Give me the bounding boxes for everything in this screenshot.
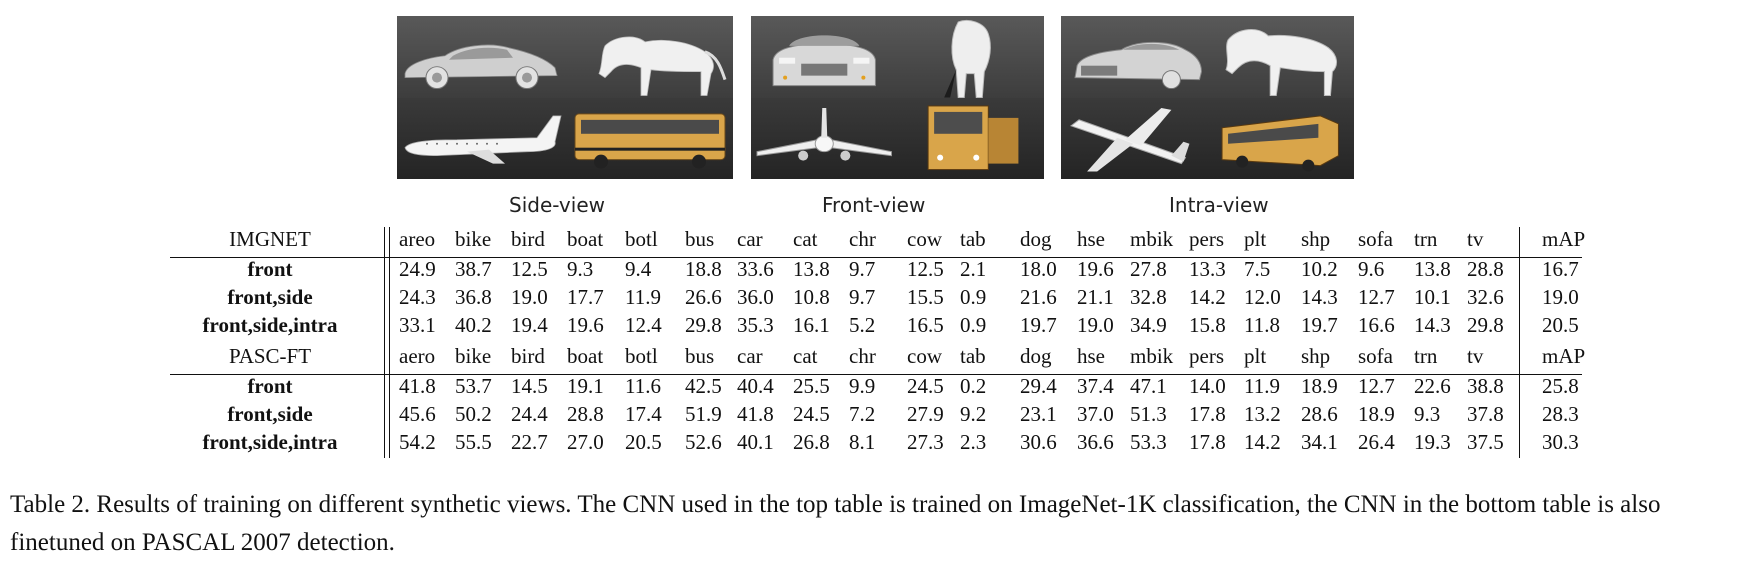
table-cell: 0.2 — [960, 374, 987, 398]
table-cell: 14.3 — [1301, 285, 1338, 309]
table-cell: 13.8 — [1414, 257, 1451, 281]
table-cell: 2.1 — [960, 257, 987, 281]
table-title: IMGNET — [229, 227, 311, 251]
table-cell: 22.7 — [511, 430, 548, 454]
table-cell: 24.3 — [399, 285, 436, 309]
column-header: shp — [1301, 227, 1331, 251]
table-cell: 28.8 — [1467, 257, 1504, 281]
table-cell: 12.7 — [1358, 374, 1395, 398]
column-header: tab — [960, 227, 986, 251]
column-header: chr — [849, 227, 876, 251]
table-cell: 10.1 — [1414, 285, 1451, 309]
table-cell: 41.8 — [737, 402, 774, 426]
table-cell: 19.3 — [1414, 430, 1451, 454]
table-cell: 40.2 — [455, 313, 492, 337]
column-header: pers — [1189, 344, 1224, 368]
table-cell: 34.9 — [1130, 313, 1167, 337]
table-cell: 16.6 — [1358, 313, 1395, 337]
table-cell: 36.6 — [1077, 430, 1114, 454]
table-cell: 12.5 — [907, 257, 944, 281]
table-cell: 21.6 — [1020, 285, 1057, 309]
table-cell: 16.1 — [793, 313, 830, 337]
column-header: trn — [1414, 227, 1438, 251]
column-header: bike — [455, 344, 492, 368]
table-cell: 53.3 — [1130, 430, 1167, 454]
table-cell: 22.6 — [1414, 374, 1451, 398]
table-cell: 17.7 — [567, 285, 604, 309]
table-cell: 26.4 — [1358, 430, 1395, 454]
table-cell: 13.8 — [793, 257, 830, 281]
column-header: plt — [1244, 227, 1267, 251]
table-cell: 9.7 — [849, 257, 876, 281]
table-cell: 12.4 — [625, 313, 662, 337]
table-cell: 7.2 — [849, 402, 876, 426]
table-cell: 15.5 — [907, 285, 944, 309]
column-header: mAP — [1542, 227, 1586, 251]
column-header: botl — [625, 227, 658, 251]
table-cell: 11.9 — [1244, 374, 1280, 398]
table-cell: 40.4 — [737, 374, 774, 398]
table-cell: 14.0 — [1189, 374, 1226, 398]
table-cell: 42.5 — [685, 374, 722, 398]
table-cell: 9.6 — [1358, 257, 1385, 281]
table-cell: 47.1 — [1130, 374, 1167, 398]
table-cell: 9.3 — [1414, 402, 1441, 426]
table-cell: 16.7 — [1542, 257, 1579, 281]
table-cell: 5.2 — [849, 313, 876, 337]
intra-view-label: Intra-view — [1169, 193, 1269, 217]
column-header: shp — [1301, 344, 1331, 368]
table-cell: 9.7 — [849, 285, 876, 309]
table-cell: 9.9 — [849, 374, 876, 398]
column-header: mbik — [1130, 344, 1174, 368]
table-title: PASC-FT — [228, 344, 312, 368]
column-header: mbik — [1130, 227, 1174, 251]
table-cell: 14.2 — [1189, 285, 1226, 309]
intra-plane-render — [1061, 98, 1208, 180]
table-cell: 27.8 — [1130, 257, 1167, 281]
front-view-panel — [751, 16, 1044, 179]
intra-view-panel — [1061, 16, 1354, 179]
table-cell: 30.3 — [1542, 430, 1579, 454]
row-label: front,side,intra — [202, 430, 338, 454]
front-car-render — [751, 16, 898, 98]
column-header: cat — [793, 227, 818, 251]
table-cell: 19.0 — [1542, 285, 1579, 309]
table-cell: 19.0 — [1077, 313, 1114, 337]
table-cell: 18.8 — [685, 257, 722, 281]
table-cell: 7.5 — [1244, 257, 1271, 281]
table-cell: 0.9 — [960, 313, 987, 337]
table-cell: 12.0 — [1244, 285, 1281, 309]
table-cell: 38.8 — [1467, 374, 1504, 398]
table-cell: 14.2 — [1244, 430, 1281, 454]
table-cell: 9.2 — [960, 402, 987, 426]
table-cell: 17.4 — [625, 402, 662, 426]
column-header: car — [737, 227, 763, 251]
column-header: boat — [567, 344, 604, 368]
table-cell: 13.3 — [1189, 257, 1226, 281]
column-header: dog — [1020, 227, 1052, 251]
table-cell: 11.9 — [625, 285, 661, 309]
table-cell: 17.8 — [1189, 430, 1226, 454]
table-cell: 23.1 — [1020, 402, 1057, 426]
table-cell: 19.7 — [1020, 313, 1057, 337]
side-horse-render — [565, 16, 733, 98]
column-header: botl — [625, 344, 658, 368]
row-label: front,side,intra — [202, 313, 338, 337]
table-cell: 27.9 — [907, 402, 944, 426]
table-cell: 13.2 — [1244, 402, 1281, 426]
table-cell: 33.6 — [737, 257, 774, 281]
table-cell: 54.2 — [399, 430, 436, 454]
front-view-label: Front-view — [822, 193, 926, 217]
table-cell: 51.3 — [1130, 402, 1167, 426]
side-plane-render — [397, 98, 565, 180]
table-cell: 10.8 — [793, 285, 830, 309]
table-cell: 34.1 — [1301, 430, 1338, 454]
table-cell: 11.6 — [625, 374, 661, 398]
side-bus-render — [565, 98, 733, 180]
table-cell: 19.4 — [511, 313, 548, 337]
side-view-label: Side-view — [509, 193, 605, 217]
table-cell: 21.1 — [1077, 285, 1114, 309]
column-header: cat — [793, 344, 818, 368]
front-bus-render — [898, 98, 1045, 180]
map-separator-rule — [1519, 227, 1520, 458]
column-header: areo — [399, 227, 436, 251]
column-header: plt — [1244, 344, 1267, 368]
table-cell: 29.8 — [685, 313, 722, 337]
front-plane-render — [751, 98, 898, 180]
column-header: bus — [685, 344, 715, 368]
table-cell: 24.4 — [511, 402, 548, 426]
table-cell: 0.9 — [960, 285, 987, 309]
table-cell: 18.9 — [1301, 374, 1338, 398]
column-header: tv — [1467, 227, 1484, 251]
label-separator-rule — [384, 227, 385, 458]
table-cell: 28.3 — [1542, 402, 1579, 426]
table-caption: Table 2. Results of training on different synthetic views. The CNN used in the top table is trained on ImageNet-1K classification, the CNN in the bottom table is also finetuned on PASCAL 2007 detection. — [10, 491, 1661, 556]
row-label: front,side — [227, 285, 313, 309]
table-cell: 45.6 — [399, 402, 436, 426]
table-cell: 8.1 — [849, 430, 876, 454]
row-label: front,side — [227, 402, 313, 426]
column-header: trn — [1414, 344, 1438, 368]
table-cell: 28.6 — [1301, 402, 1338, 426]
column-header: sofa — [1358, 227, 1393, 251]
table-cell: 50.2 — [455, 402, 492, 426]
table-cell: 20.5 — [625, 430, 662, 454]
column-header: hse — [1077, 227, 1105, 251]
table-cell: 30.6 — [1020, 430, 1057, 454]
table-cell: 37.4 — [1077, 374, 1114, 398]
column-header: tab — [960, 344, 986, 368]
table-cell: 18.0 — [1020, 257, 1057, 281]
column-header: chr — [849, 344, 876, 368]
table-cell: 18.9 — [1358, 402, 1395, 426]
table-cell: 35.3 — [737, 313, 774, 337]
table-cell: 25.5 — [793, 374, 830, 398]
column-header: sofa — [1358, 344, 1393, 368]
column-header: dog — [1020, 344, 1052, 368]
table-cell: 27.0 — [567, 430, 604, 454]
table-cell: 9.4 — [625, 257, 652, 281]
table-cell: 29.8 — [1467, 313, 1504, 337]
column-header: tv — [1467, 344, 1484, 368]
table-cell: 37.8 — [1467, 402, 1504, 426]
row-label: front — [247, 257, 293, 281]
table-cell: 14.5 — [511, 374, 548, 398]
table-cell: 37.5 — [1467, 430, 1504, 454]
table-cell: 12.5 — [511, 257, 548, 281]
label-separator-rule — [389, 227, 390, 458]
row-label: front — [247, 374, 293, 398]
table-cell: 51.9 — [685, 402, 722, 426]
table-cell: 29.4 — [1020, 374, 1057, 398]
column-header: pers — [1189, 227, 1224, 251]
intra-car-render — [1061, 16, 1208, 98]
table-cell: 19.1 — [567, 374, 604, 398]
table-cell: 20.5 — [1542, 313, 1579, 337]
front-horse-render — [898, 16, 1045, 98]
table-cell: 32.8 — [1130, 285, 1167, 309]
table-cell: 55.5 — [455, 430, 492, 454]
table-cell: 25.8 — [1542, 374, 1579, 398]
table-cell: 52.6 — [685, 430, 722, 454]
intra-horse-render — [1208, 16, 1355, 98]
table-cell: 24.5 — [793, 402, 830, 426]
column-header: bird — [511, 227, 545, 251]
column-header: bike — [455, 227, 492, 251]
column-header: boat — [567, 227, 604, 251]
table-cell: 2.3 — [960, 430, 987, 454]
table-cell: 38.7 — [455, 257, 492, 281]
table-cell: 19.0 — [511, 285, 548, 309]
table-cell: 17.8 — [1189, 402, 1226, 426]
table-cell: 37.0 — [1077, 402, 1114, 426]
table-cell: 24.9 — [399, 257, 436, 281]
table-cell: 53.7 — [455, 374, 492, 398]
table-cell: 40.1 — [737, 430, 774, 454]
table-cell: 32.6 — [1467, 285, 1504, 309]
table-cell: 11.8 — [1244, 313, 1280, 337]
table-cell: 36.8 — [455, 285, 492, 309]
table-cell: 10.2 — [1301, 257, 1338, 281]
table-cell: 41.8 — [399, 374, 436, 398]
side-view-panel — [397, 16, 733, 179]
table-cell: 19.6 — [567, 313, 604, 337]
intra-bus-render — [1208, 98, 1355, 180]
table-cell: 28.8 — [567, 402, 604, 426]
table-cell: 12.7 — [1358, 285, 1395, 309]
column-header: bus — [685, 227, 715, 251]
table-cell: 14.3 — [1414, 313, 1451, 337]
table-cell: 26.6 — [685, 285, 722, 309]
side-car-render — [397, 16, 565, 98]
column-header: cow — [907, 344, 942, 368]
table-cell: 36.0 — [737, 285, 774, 309]
table-cell: 33.1 — [399, 313, 436, 337]
table-cell: 15.8 — [1189, 313, 1226, 337]
table-cell: 16.5 — [907, 313, 944, 337]
table-cell: 24.5 — [907, 374, 944, 398]
column-header: cow — [907, 227, 942, 251]
table-cell: 27.3 — [907, 430, 944, 454]
column-header: hse — [1077, 344, 1105, 368]
table-cell: 26.8 — [793, 430, 830, 454]
table-cell: 19.6 — [1077, 257, 1114, 281]
column-header: mAP — [1542, 344, 1586, 368]
column-header: aero — [399, 344, 436, 368]
table-cell: 19.7 — [1301, 313, 1338, 337]
column-header: car — [737, 344, 763, 368]
column-header: bird — [511, 344, 545, 368]
table-cell: 9.3 — [567, 257, 594, 281]
